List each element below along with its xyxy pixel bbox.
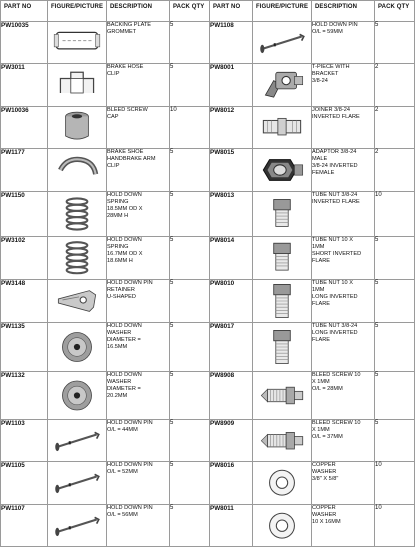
pack-quantity: 5 bbox=[375, 279, 415, 322]
part-number: PW8010 bbox=[210, 279, 253, 322]
part-number: PW8017 bbox=[210, 322, 253, 371]
pack-quantity: 5 bbox=[170, 462, 210, 504]
part-description-cell bbox=[107, 22, 170, 64]
part-number: PW8909 bbox=[210, 419, 253, 461]
pack-quantity: 5 bbox=[170, 22, 210, 64]
part-description: TUBE NUT 10 X 1MM LONG INVERTED FLARE bbox=[312, 279, 358, 307]
part-figure-cell bbox=[253, 462, 312, 504]
part-description-cell bbox=[312, 106, 375, 148]
tube-nut-short-icon bbox=[253, 192, 311, 236]
pack-quantity: 10 bbox=[375, 192, 415, 237]
part-description-cell bbox=[312, 504, 375, 546]
header-row bbox=[1, 1, 415, 22]
part-number: PW3011 bbox=[1, 64, 48, 106]
header-figure: FIGURE/PICTURE bbox=[253, 1, 312, 22]
pack-quantity: 5 bbox=[375, 419, 415, 461]
part-number: PW10036 bbox=[1, 106, 48, 148]
part-figure-cell bbox=[253, 64, 312, 106]
part-figure-cell bbox=[253, 322, 312, 371]
hold-down-pin-icon bbox=[48, 505, 106, 546]
pack-quantity: 2 bbox=[375, 149, 415, 192]
part-description: BACKING PLATE GROMMET bbox=[107, 22, 152, 35]
pack-quantity: 10 bbox=[170, 106, 210, 148]
part-figure-cell bbox=[48, 192, 107, 237]
part-description: HOLD DOWN SPRING 18.5MM OD X 28MM H bbox=[107, 192, 143, 220]
part-description-cell bbox=[312, 419, 375, 461]
table-row bbox=[1, 106, 415, 148]
hold-down-washer-icon bbox=[48, 372, 106, 419]
part-description: BLEED SCREW 10 X 1MM O/L = 37MM bbox=[312, 419, 361, 440]
part-number: PW8013 bbox=[210, 192, 253, 237]
bleed-screw-cap-icon bbox=[48, 107, 106, 148]
part-description-cell bbox=[312, 371, 375, 419]
part-number: PW8908 bbox=[210, 371, 253, 419]
part-figure-cell bbox=[253, 419, 312, 461]
bleed-screw-icon bbox=[253, 420, 311, 461]
part-description-cell bbox=[312, 22, 375, 64]
part-figure-cell bbox=[253, 22, 312, 64]
part-description: BLEED SCREW 10 X 1MM O/L = 28MM bbox=[312, 371, 361, 392]
part-figure-cell bbox=[48, 462, 107, 504]
part-figure-cell bbox=[48, 279, 107, 322]
part-description: JOINER 3/8-24 INVERTED FLARE bbox=[312, 106, 360, 120]
spring-icon bbox=[48, 237, 106, 278]
table-row bbox=[1, 149, 415, 192]
table-row bbox=[1, 192, 415, 237]
part-number: PW8016 bbox=[210, 462, 253, 504]
part-figure-cell bbox=[253, 192, 312, 237]
part-number: PW8012 bbox=[210, 106, 253, 148]
pack-quantity: 5 bbox=[170, 192, 210, 237]
copper-washer-icon bbox=[253, 505, 311, 546]
part-number: PW1132 bbox=[1, 371, 48, 419]
pack-quantity: 5 bbox=[170, 279, 210, 322]
header-description: DESCRIPTION bbox=[312, 1, 375, 22]
part-description: BLEED SCREW CAP bbox=[107, 106, 148, 120]
joiner-icon bbox=[253, 107, 311, 148]
part-number: PW10035 bbox=[1, 22, 48, 64]
part-figure-cell bbox=[253, 106, 312, 148]
part-description: HOLD DOWN PIN O/L = 56MM bbox=[107, 504, 153, 518]
part-description-cell bbox=[312, 279, 375, 322]
header-pack-qty: PACK QTY bbox=[170, 1, 210, 22]
part-description-cell bbox=[107, 149, 170, 192]
part-figure-cell bbox=[253, 237, 312, 279]
part-figure-cell bbox=[48, 237, 107, 279]
part-description: TUBE NUT 3/8-24 INVERTED FLARE bbox=[312, 192, 360, 206]
part-description-cell bbox=[107, 371, 170, 419]
pack-quantity: 5 bbox=[170, 322, 210, 371]
part-description-cell bbox=[107, 192, 170, 237]
part-description-cell bbox=[312, 192, 375, 237]
pack-quantity: 5 bbox=[170, 371, 210, 419]
part-figure-cell bbox=[48, 64, 107, 106]
part-number: PW8015 bbox=[210, 149, 253, 192]
part-description-cell bbox=[312, 149, 375, 192]
part-description-cell bbox=[312, 237, 375, 279]
part-description: T-PIECE WITH BRACKET 3/8-24 bbox=[312, 64, 350, 85]
part-description: HOLD DOWN SPRING 16.7MM OD X 18.6MM H bbox=[107, 237, 143, 265]
part-description: COPPER WASHER 10 X 16MM bbox=[312, 504, 341, 525]
part-description-cell bbox=[107, 504, 170, 546]
part-description: HOLD DOWN PIN O/L = 44MM bbox=[107, 419, 153, 433]
part-number: PW8011 bbox=[210, 504, 253, 546]
table-row bbox=[1, 462, 415, 504]
part-description: HOLD DOWN WASHER DIAMETER = 16.5MM bbox=[107, 322, 142, 350]
part-figure-cell bbox=[48, 322, 107, 371]
part-number: PW8014 bbox=[210, 237, 253, 279]
part-number: PW3148 bbox=[1, 279, 48, 322]
part-number: PW1150 bbox=[1, 192, 48, 237]
part-description: COPPER WASHER 3/8" X 5/8" bbox=[312, 462, 339, 483]
part-figure-cell bbox=[48, 149, 107, 192]
pack-quantity: 10 bbox=[375, 462, 415, 504]
pack-quantity: 5 bbox=[170, 504, 210, 546]
backing-plate-grommet-icon bbox=[48, 22, 106, 63]
header-pack-qty: PACK QTY bbox=[375, 1, 415, 22]
part-figure-cell bbox=[48, 419, 107, 461]
hold-down-pin-icon bbox=[253, 22, 311, 63]
part-number: PW1103 bbox=[1, 419, 48, 461]
part-description-cell bbox=[107, 462, 170, 504]
part-description: BRAKE HOSE CLIP bbox=[107, 64, 144, 78]
tube-nut-short-icon bbox=[253, 237, 311, 278]
part-description: ADAPTOR 3/8-24 MALE 3/8-24 INVERTED FEMALE bbox=[312, 149, 358, 177]
pack-quantity: 5 bbox=[170, 64, 210, 106]
part-description: BRAKE SHOE HANDBRAKE ARM CLIP bbox=[107, 149, 156, 170]
handbrake-arm-clip-icon bbox=[48, 149, 106, 191]
part-figure-cell bbox=[253, 504, 312, 546]
part-figure-cell bbox=[253, 149, 312, 192]
part-description: HOLD DOWN PIN O/L = 59MM bbox=[312, 22, 358, 35]
header-description: DESCRIPTION bbox=[107, 1, 170, 22]
part-number: PW1135 bbox=[1, 322, 48, 371]
hold-down-washer-icon bbox=[48, 323, 106, 371]
part-description-cell bbox=[107, 237, 170, 279]
part-description-cell bbox=[107, 419, 170, 461]
part-description: HOLD DOWN WASHER DIAMETER = 20.2MM bbox=[107, 371, 142, 399]
part-number: PW1105 bbox=[1, 462, 48, 504]
pack-quantity: 5 bbox=[170, 237, 210, 279]
table-row bbox=[1, 371, 415, 419]
t-piece-bracket-icon bbox=[253, 64, 311, 105]
table-row bbox=[1, 322, 415, 371]
part-figure-cell bbox=[48, 371, 107, 419]
adaptor-nut-icon bbox=[253, 149, 311, 191]
pack-quantity: 5 bbox=[375, 237, 415, 279]
part-description-cell bbox=[107, 322, 170, 371]
tube-nut-long-icon bbox=[253, 323, 311, 371]
pack-quantity: 5 bbox=[170, 149, 210, 192]
part-number: PW8001 bbox=[210, 64, 253, 106]
part-number: PW1177 bbox=[1, 149, 48, 192]
part-description: HOLD DOWN PIN O/L = 52MM bbox=[107, 462, 153, 476]
pin-retainer-icon bbox=[48, 280, 106, 322]
part-figure-cell bbox=[48, 504, 107, 546]
part-description: HOLD DOWN PIN RETAINER U-SHAPED bbox=[107, 279, 153, 300]
pack-quantity: 5 bbox=[375, 322, 415, 371]
part-description-cell bbox=[107, 64, 170, 106]
header-figure: FIGURE/PICTURE bbox=[48, 1, 107, 22]
part-description: TUBE NUT 10 X 1MM SHORT INVERTED FLARE bbox=[312, 237, 362, 265]
brake-hose-clip-icon bbox=[48, 64, 106, 105]
part-number: PW1107 bbox=[1, 504, 48, 546]
table-row bbox=[1, 279, 415, 322]
bleed-screw-icon bbox=[253, 372, 311, 419]
part-figure-cell bbox=[48, 22, 107, 64]
part-number: PW1108 bbox=[210, 22, 253, 64]
pack-quantity: 2 bbox=[375, 64, 415, 106]
part-number: PW3102 bbox=[1, 237, 48, 279]
pack-quantity: 2 bbox=[375, 106, 415, 148]
part-figure-cell bbox=[253, 279, 312, 322]
part-description-cell bbox=[312, 462, 375, 504]
table-row bbox=[1, 504, 415, 546]
part-description-cell bbox=[312, 322, 375, 371]
part-figure-cell bbox=[48, 106, 107, 148]
table-row bbox=[1, 237, 415, 279]
header-part-no: PART NO bbox=[210, 1, 253, 22]
hold-down-pin-icon bbox=[48, 420, 106, 461]
pack-quantity: 5 bbox=[375, 22, 415, 64]
part-description-cell bbox=[107, 106, 170, 148]
part-description-cell bbox=[107, 279, 170, 322]
part-description: TUBE NUT 3/8-24 LONG INVERTED FLARE bbox=[312, 322, 358, 343]
hold-down-pin-icon bbox=[48, 462, 106, 503]
copper-washer-icon bbox=[253, 462, 311, 503]
part-figure-cell bbox=[253, 371, 312, 419]
table-row bbox=[1, 22, 415, 64]
pack-quantity: 5 bbox=[170, 419, 210, 461]
pack-quantity: 5 bbox=[375, 371, 415, 419]
tube-nut-long-icon bbox=[253, 280, 311, 322]
part-description-cell bbox=[312, 64, 375, 106]
spring-icon bbox=[48, 192, 106, 236]
table-row bbox=[1, 419, 415, 461]
header-part-no: PART NO bbox=[1, 1, 48, 22]
pack-quantity: 10 bbox=[375, 504, 415, 546]
table-row bbox=[1, 64, 415, 106]
